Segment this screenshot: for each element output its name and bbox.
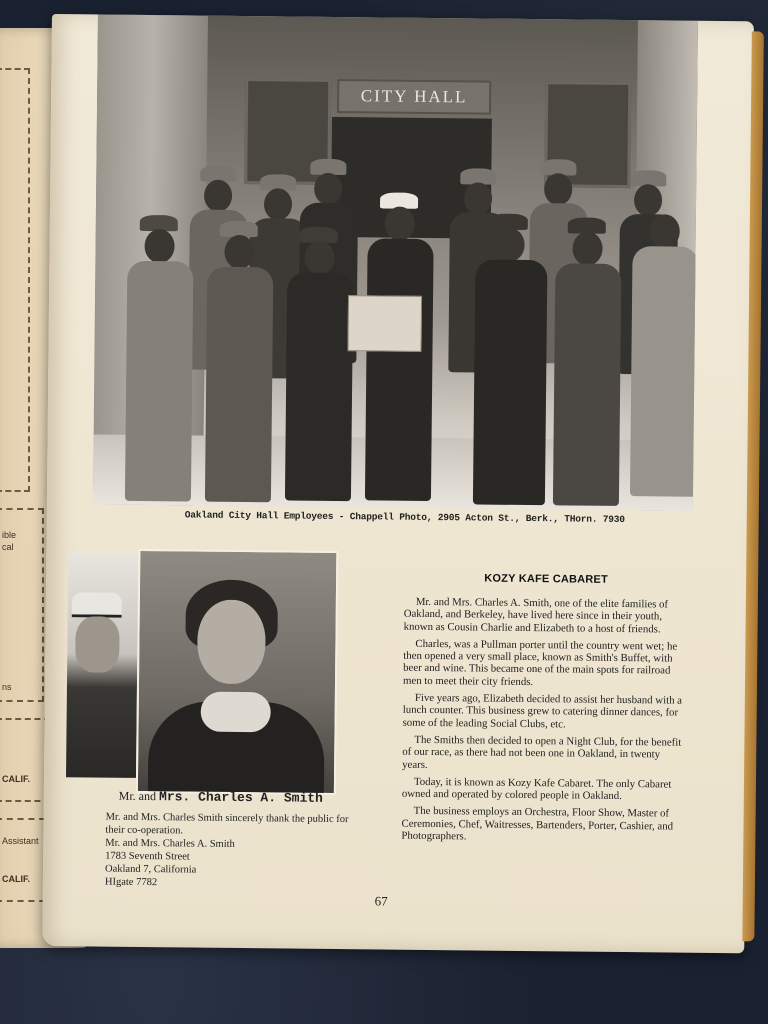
article-title: KOZY KAFE CABARET [484, 572, 608, 586]
thanks-line: 1783 Seventh Street [105, 850, 190, 863]
portrait-caption [96, 789, 346, 807]
thanks-line: Mr. and Mrs. Charles A. Smith [105, 837, 235, 850]
left-page-fragment: CALIF. [2, 874, 30, 884]
article-paragraph: The Smiths then decided to open a Night Club, for the benefit of our race, as there had not been one in Oakland, in twenty years. [402, 733, 682, 771]
thanks-block [105, 811, 368, 892]
corsage [200, 692, 270, 733]
article-paragraph: Charles, was a Pullman porter until the country went wet; he then opened a very small place, known as Smith's Buffet, with beer and wine. This became one of the main spots for railroad men to meet their city friends. [402, 637, 678, 688]
article-paragraph: The business employs an Orchestra, Floor Show, Master of Ceremonies, Chef, Waitresses, Bartenders, Porter, Cashier, and Photographers. [401, 805, 674, 843]
portrait-mr-smith [66, 552, 138, 778]
portrait-mrs-smith [136, 549, 339, 795]
ad-border [0, 718, 50, 802]
left-page-fragment: ns [2, 682, 12, 692]
portrait-caption-prefix: Mr. and [118, 788, 157, 804]
face [197, 600, 266, 685]
article-body [401, 596, 688, 850]
article-paragraph: Today, it is known as Kozy Kafe Cabaret. The only Cabaret owned and operated by colored people in Oakland. [401, 775, 672, 803]
booklet-page [42, 14, 754, 953]
page-number: 67 [374, 893, 388, 909]
hat [72, 592, 122, 618]
left-page-fragment: ible [2, 530, 17, 540]
portrait-caption-name: Mrs. Charles A. Smith [158, 789, 323, 806]
group-photo [93, 14, 698, 510]
left-page-fragment: Assistant [2, 836, 39, 846]
ad-border [0, 68, 30, 492]
left-page-fragment: cal [2, 542, 14, 552]
thanks-line: Mr. and Mrs. Charles Smith sincerely thank the public for their co-operation. [105, 811, 349, 837]
photo-caption: Oakland City Hall Employees - Chappell Photo, 2905 Acton St., Berk., THorn. 7930 [184, 509, 625, 526]
city-hall-sign: CITY HALL [337, 79, 491, 115]
article-paragraph: Mr. and Mrs. Charles A. Smith, one of the elite families of Oakland, and Berkeley, have lived here since in their youth, known as Cousin Charlie and Elizabeth to a host of friends. [403, 595, 669, 636]
article-paragraph: Five years ago, Elizabeth decided to assist her husband with a lunch counter. This business grew to catering dinner dances, for some of the leading Social Clubs, etc. [402, 691, 683, 731]
face [75, 616, 120, 672]
left-page-fragment: CALIF. [2, 774, 30, 784]
held-plaque [347, 295, 422, 352]
thanks-line: HIgate 7782 [104, 876, 158, 889]
thanks-line: Oakland 7, California [104, 863, 197, 876]
